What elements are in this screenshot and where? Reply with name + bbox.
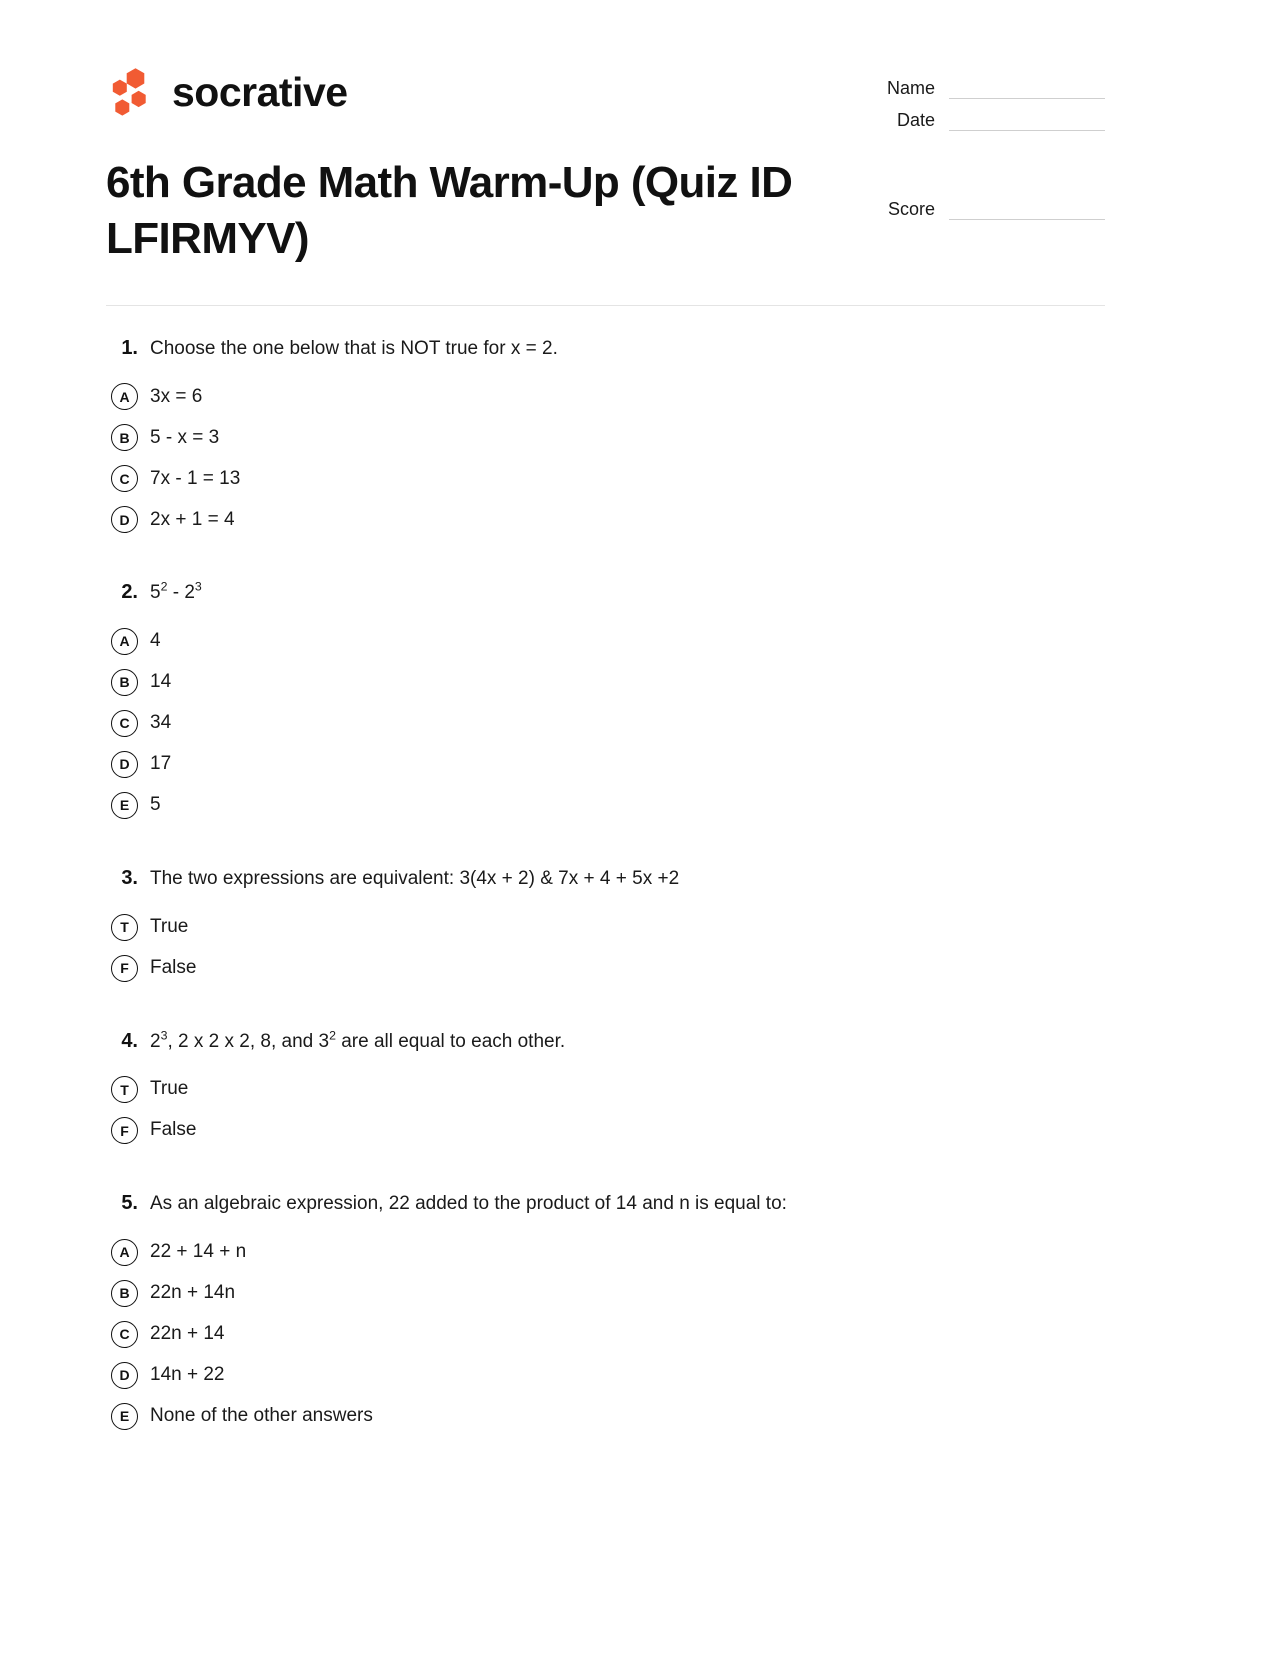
question-number: 2. xyxy=(121,581,138,604)
answer-bubble[interactable]: B xyxy=(111,1280,138,1307)
answer-option[interactable] xyxy=(106,499,1105,540)
answer-bubble[interactable]: T xyxy=(111,914,138,941)
answer-option-label: False xyxy=(150,1119,197,1141)
question-text: The two expressions are equivalent: 3(4x + 2) & 7x + 4 + 5x +2 xyxy=(150,867,680,889)
answer-options xyxy=(106,1069,1105,1151)
answer-bubble[interactable]: A xyxy=(111,628,138,655)
answer-option[interactable] xyxy=(106,785,1105,826)
answer-option-label: 22n + 14 xyxy=(150,1322,225,1344)
answer-option[interactable] xyxy=(106,1355,1105,1396)
answer-option-label: 5 - x = 3 xyxy=(150,426,220,448)
question-header xyxy=(106,1029,1105,1056)
socrative-hexagon-logo-icon xyxy=(106,66,158,118)
question-item xyxy=(106,336,1105,541)
question-text: $2^3$, 2 x 2 x 2, 8, and $3^2$ are all equal to each other. xyxy=(150,1028,566,1052)
answer-bubble[interactable]: D xyxy=(111,506,138,533)
answer-options xyxy=(106,1232,1105,1437)
answer-bubble[interactable]: A xyxy=(111,383,138,410)
question-item xyxy=(106,580,1105,826)
answer-bubble[interactable]: F xyxy=(111,1117,138,1144)
answer-bubble[interactable]: C xyxy=(111,710,138,737)
answer-option-label: True xyxy=(150,915,189,937)
student-meta-fields xyxy=(873,62,1105,131)
answer-bubble[interactable]: C xyxy=(111,1321,138,1348)
answer-option-label: 22 + 14 + n xyxy=(150,1240,247,1262)
answer-option[interactable] xyxy=(106,458,1105,499)
answer-option[interactable] xyxy=(106,662,1105,703)
question-header xyxy=(106,580,1105,607)
date-input-line[interactable] xyxy=(949,114,1105,131)
question-number: 1. xyxy=(121,336,138,359)
answer-option-label: 4 xyxy=(150,630,161,652)
date-field-row xyxy=(873,108,1105,131)
question-item xyxy=(106,1191,1105,1437)
question-item xyxy=(106,866,1105,989)
title-block xyxy=(0,131,1275,267)
answer-option[interactable] xyxy=(106,1396,1105,1437)
answer-option-label: True xyxy=(150,1078,189,1100)
answer-bubble[interactable]: B xyxy=(111,424,138,451)
score-field-row xyxy=(873,197,1105,220)
name-input-line[interactable] xyxy=(949,82,1105,99)
answer-option-label: 2x + 1 = 4 xyxy=(150,508,235,530)
answer-bubble[interactable]: T xyxy=(111,1076,138,1103)
question-header xyxy=(106,336,1105,363)
answer-bubble[interactable]: F xyxy=(111,955,138,982)
question-header xyxy=(106,1191,1105,1218)
page-header xyxy=(0,0,1275,131)
answer-option[interactable] xyxy=(106,1069,1105,1110)
answer-option[interactable] xyxy=(106,744,1105,785)
answer-option-label: 5 xyxy=(150,794,161,816)
score-label: Score xyxy=(887,199,935,220)
answer-option-label: 14n + 22 xyxy=(150,1363,225,1385)
answer-bubble[interactable]: D xyxy=(111,751,138,778)
answer-option[interactable] xyxy=(106,948,1105,989)
answer-options xyxy=(106,376,1105,540)
answer-option-label: 3x = 6 xyxy=(150,385,203,407)
answer-option-label: 7x - 1 = 13 xyxy=(150,467,241,489)
answer-option[interactable] xyxy=(106,703,1105,744)
answer-bubble[interactable]: C xyxy=(111,465,138,492)
answer-options xyxy=(106,621,1105,826)
question-number: 5. xyxy=(121,1192,138,1215)
answer-option[interactable] xyxy=(106,1273,1105,1314)
answer-options xyxy=(106,907,1105,989)
questions-list xyxy=(0,306,1275,1437)
answer-bubble[interactable]: D xyxy=(111,1362,138,1389)
answer-option[interactable] xyxy=(106,1314,1105,1355)
socrative-logo xyxy=(106,62,348,118)
answer-option-label: 17 xyxy=(150,753,172,775)
answer-option[interactable] xyxy=(106,1110,1105,1151)
brand-name: socrative xyxy=(172,68,348,115)
question-text: $5^2 - 2^3$ xyxy=(150,580,202,604)
page-title: 6th Grade Math Warm-Up (Quiz ID LFIRMYV) xyxy=(106,158,793,263)
answer-bubble[interactable]: B xyxy=(111,669,138,696)
question-number: 4. xyxy=(121,1029,138,1052)
question-text: As an algebraic expression, 22 added to the product of 14 and n is equal to: xyxy=(150,1193,787,1215)
answer-option[interactable] xyxy=(106,1232,1105,1273)
answer-option[interactable] xyxy=(106,417,1105,458)
answer-bubble[interactable]: E xyxy=(111,792,138,819)
answer-option-label: 22n + 14n xyxy=(150,1281,236,1303)
answer-bubble[interactable]: E xyxy=(111,1403,138,1430)
question-item xyxy=(106,1029,1105,1152)
question-text: Choose the one below that is NOT true for x = 2. xyxy=(150,337,558,359)
answer-option-label: 34 xyxy=(150,712,172,734)
score-input-line[interactable] xyxy=(949,203,1105,220)
answer-option[interactable] xyxy=(106,907,1105,948)
answer-option[interactable] xyxy=(106,376,1105,417)
question-number: 3. xyxy=(121,866,138,889)
answer-bubble[interactable]: A xyxy=(111,1239,138,1266)
score-field-wrap xyxy=(873,155,1105,220)
answer-option-label: None of the other answers xyxy=(150,1404,373,1426)
answer-option[interactable] xyxy=(106,621,1105,662)
answer-option-label: 14 xyxy=(150,671,172,693)
question-header xyxy=(106,866,1105,893)
name-field-row xyxy=(873,76,1105,99)
name-label: Name xyxy=(886,78,935,99)
date-label: Date xyxy=(896,110,935,131)
answer-option-label: False xyxy=(150,956,197,978)
